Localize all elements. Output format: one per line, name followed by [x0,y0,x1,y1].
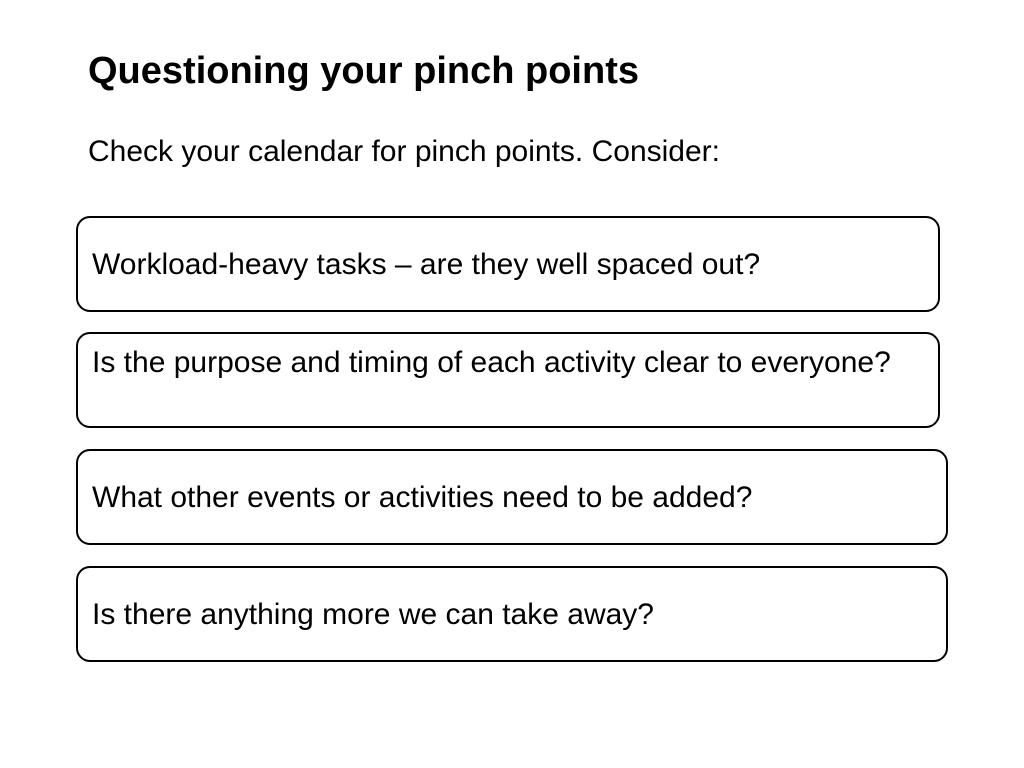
consideration-text-4: Is there anything more we can take away? [92,597,654,631]
consideration-box-3 [76,449,948,545]
consideration-box-1 [76,216,940,312]
slide-title: Questioning your pinch points [88,50,639,92]
consideration-text-1: Workload-heavy tasks – are they well spaced out? [92,247,761,281]
consideration-text-2: Is the purpose and timing of each activity clear to everyone? [92,346,891,379]
consideration-box-4 [76,566,948,662]
consideration-text-3: What other events or activities need to be added? [92,480,753,514]
slide-subtitle: Check your calendar for pinch points. Consider: [88,135,720,168]
consideration-box-2 [76,332,940,428]
